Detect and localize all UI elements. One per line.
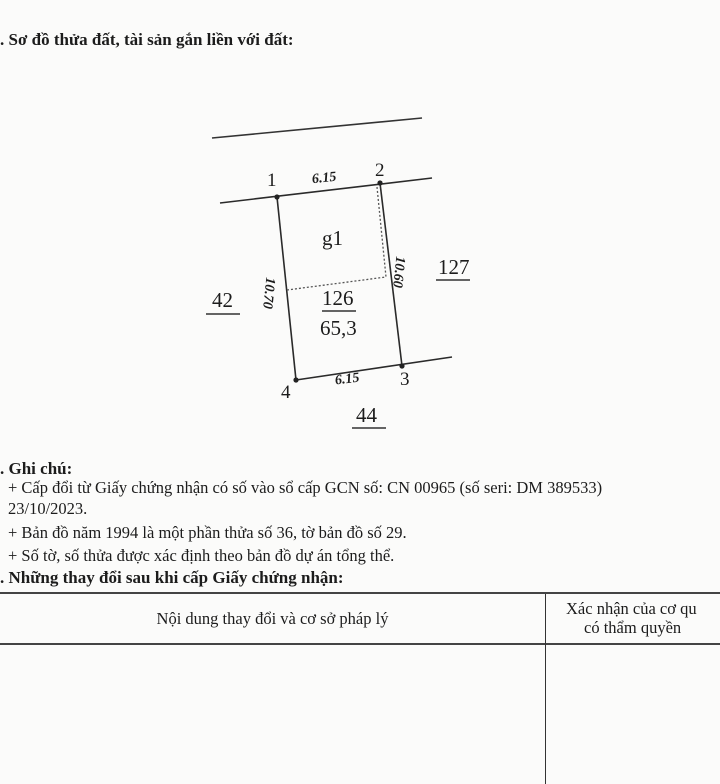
- boundary-line-bottom: [296, 357, 452, 380]
- parcel-area: 65,3: [320, 316, 357, 340]
- neighbor-parcel-bottom: 44: [356, 403, 377, 427]
- vertex-point-4: [293, 377, 298, 382]
- header-authority-confirmation-line1: Xác nhận của cơ qu: [566, 599, 697, 618]
- vertex-label-2: 2: [375, 160, 385, 181]
- vertex-label-1: 1: [267, 170, 277, 191]
- changes-table-column-divider: [545, 594, 546, 784]
- edge-length-top: 6.15: [311, 169, 338, 188]
- parcel-zone-label: g1: [322, 226, 343, 250]
- boundary-line-left: [277, 197, 296, 380]
- changes-table: [0, 592, 720, 784]
- note-line-2: 23/10/2023.: [8, 499, 88, 518]
- neighbor-parcel-right: 127: [438, 255, 470, 279]
- vertex-point-3: [399, 363, 404, 368]
- edge-length-bottom: 6.15: [334, 370, 361, 389]
- section-title-land-map: . Sơ đồ thửa đất, tài sản gắn liền với đất:: [0, 30, 294, 49]
- section-title-changes: . Những thay đổi sau khi cấp Giấy chứng nhận:: [0, 568, 344, 587]
- note-line-1: + Cấp đổi từ Giấy chứng nhận có số vào sổ cấp GCN số: CN 00965 (số seri: DM 389533): [8, 478, 603, 497]
- edge-length-left: 10.70: [259, 276, 278, 310]
- neighbor-parcel-left: 42: [212, 288, 233, 312]
- vertex-label-4: 4: [281, 382, 291, 403]
- vertex-label-3: 3: [400, 369, 410, 390]
- header-authority-confirmation-line2: có thẩm quyền: [584, 618, 682, 637]
- header-change-content: Nội dung thay đổi và cơ sở pháp lý: [156, 609, 389, 628]
- note-line-3: + Bản đồ năm 1994 là một phần thửa số 36, tờ bản đồ số 29.: [8, 523, 407, 542]
- edge-length-right: 10.60: [389, 255, 408, 289]
- street-line: [212, 118, 422, 138]
- vertex-point-1: [274, 194, 279, 199]
- note-line-4: + Số tờ, số thửa được xác định theo bản đồ dự án tổng thể.: [8, 546, 395, 565]
- section-title-notes: . Ghi chú:: [0, 459, 73, 478]
- parcel-number: 126: [322, 286, 354, 310]
